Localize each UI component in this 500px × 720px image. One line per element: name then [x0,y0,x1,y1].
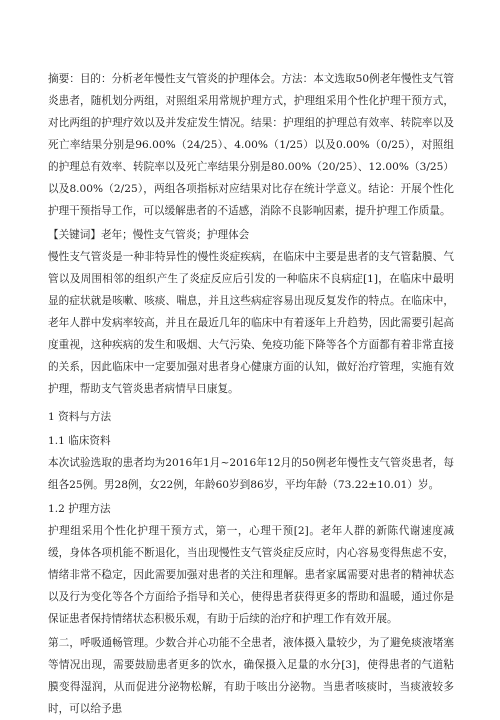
section-heading-1-1: 1.1 临床资料 [48,435,111,447]
keywords-line [48,224,454,246]
clinical-data-paragraph: 本次试验选取的患者均为2016年1月~2016年12月的50例老年慢性支气管炎患者，每组各25例。男28例，女22例，年龄60岁到86岁，平均年龄（73.22±10.01）岁。 [48,457,454,491]
keywords-label: 【关键词】 [48,229,101,241]
care-method-paragraph-1: 护理组采用个性化护理干预方式，第一，心理干预[2]。老年人群的新陈代谢速度减缓，身体各项机能不断退化，当出现慢性支气管炎症反应时，内心容易变得焦虑不安，情绪非常不稳定，因此需要加强对患者的关注和理解。患者家属需要对患者的精神状态以及行为变化等各个方面给予指导和关心，使得患者获得更多的帮助和温暖，通过你是保证患者保持情绪状态积极乐观，有助于后续的治疗和护理工作有效开展。 [48,525,454,625]
abstract-paragraph: 摘要：目的：分析老年慢性支气管炎的护理体会。方法：本文选取50例老年慢性支气管炎患者，随机划分两组，对照组采用常规护理方式，护理组采用个性化护理干预方式，对比两组的护理疗效以及并发症发生情况。结果：护理组的护理总有效率、转院率以及死亡率结果分别是96.00%（24/25）、4.00%（1/25）以及0.00%（0/25），对照组的护理总有效率、转院率以及死亡率结果分别是80.00%（20/25）、12.00%（3/25）以及8.00%（2/25），两组各项指标对应结果对比存在统计学意义。结论：开展个性化护理干预指导工作，可以缓解患者的不适感，消除不良影响因素，提升护理工作质量。 [48,73,454,217]
section-heading-1: 1 资料与方法 [48,411,112,423]
section-heading-1-2: 1.2 护理方法 [48,503,111,515]
keywords-text: 老年；慢性支气管炎；护理体会 [100,229,250,241]
care-method-paragraph-2: 第二，呼吸通畅管理。少数合并心功能不全患者，液体摄入量较少，为了避免痰液堵塞等情况出现，需要鼓励患者更多的饮水，确保摄入足量的水分[3]，使得患者的气道粘膜变得湿润，从而促进分泌物松解，有助于咳出分泌物。当患者咳痰时，当痰液较多时，可以给予患 [48,637,454,715]
intro-paragraph: 慢性支气管炎是一种非特异性的慢性炎症疾病，在临床中主要是患者的支气管黏膜、气管以及周围相邻的组织产生了炎症反应后引发的一种临床不良病症[1]，在临床中最明显的症状就是咳嗽、咳痰、喘息，并且这些病症容易出现反复发作的特点。在临床中，老年人群中发病率较高，并且在最近几年的临床中有着逐年上升趋势，因此需要引起高度重视，这种疾病的发生和吸烟、大气污染、免疫功能下降等各个方面都有着非常直接的关系，因此临床中一定要加强对患者身心健康方面的认知，做好治疗管理，实施有效护理，帮助支气管炎患者病情早日康复。 [48,251,454,395]
